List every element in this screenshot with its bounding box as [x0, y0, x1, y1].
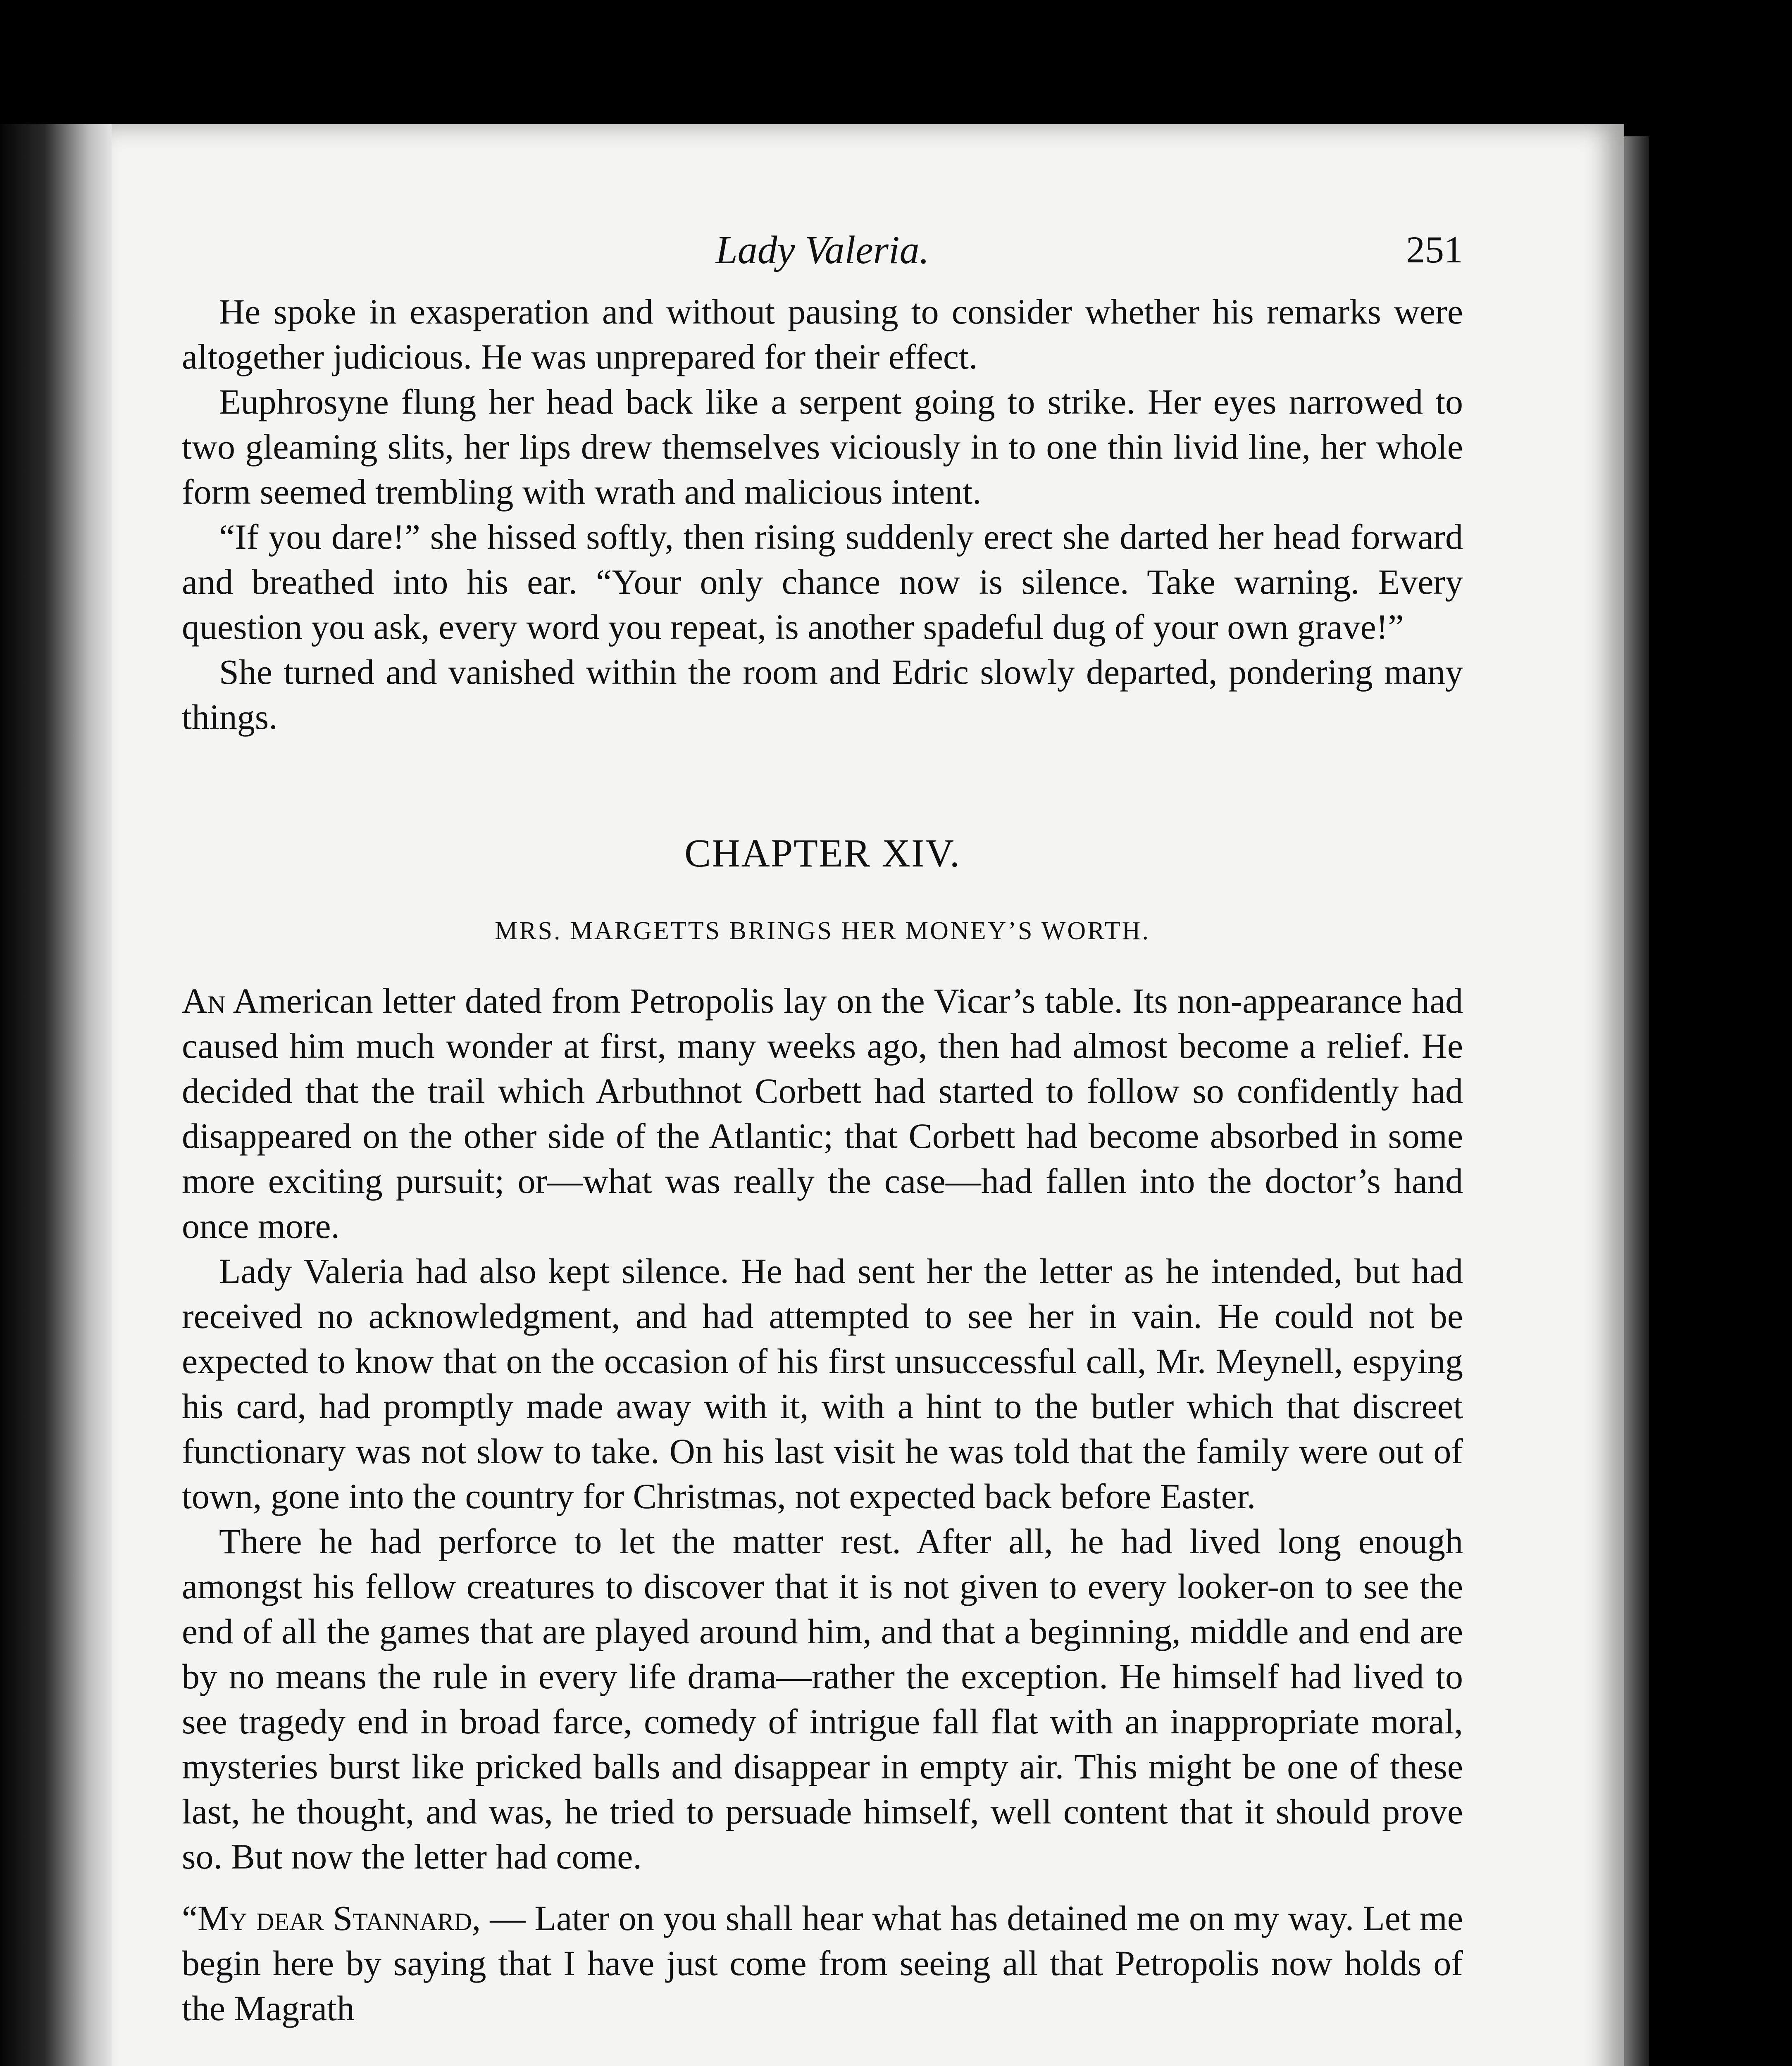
paragraph-rest: American letter dated from Petropolis lay on the Vicar’s table. Its non-appearance had caused him much wonder at first, many weeks ago, then had almost become a relief. He decided that the trail which Arbuthnot Corbett had started to follow so confidently had disappeared on the other side of the Atlantic; that Corbett had become absorbed in some more exciting pursuit; or—what was really the case—had fallen into the doctor’s hand once more. [182, 981, 1463, 1246]
page-text [182, 227, 1463, 2031]
paragraph: There he had perforce to let the matter rest. After all, he had lived long enough amongst his fellow creatures to discover that it is not given to every looker-on to see the end of all the games that are played around him, and that a beginning, middle and end are by no means the rule in every life drama—rather the exception. He himself had lived to see tragedy end in broad farce, comedy of intrigue fall flat with an inappropriate moral, mysteries burst like pricked balls and disappear in empty air. This might be one of these last, he thought, and was, he tried to persuade himself, well content that it should prove so. But now the letter had come. [182, 1521, 1463, 1876]
page-number: 251 [1406, 228, 1463, 271]
letter-paragraph [182, 1896, 1463, 2031]
letter-body: — Later on you shall hear what has detained me on my way. Let me begin here by saying that I have just come from seeing all that Petropolis now holds of the Magrath [182, 1898, 1463, 2028]
first-word: An [182, 981, 226, 1021]
paragraph: She turned and vanished within the room and Edric slowly departed, pondering many things. [182, 652, 1463, 737]
letter-salutation: “My dear Stannard, [182, 1898, 481, 1938]
right-page-edge [1624, 136, 1649, 2066]
paragraph: Euphrosyne flung her head back like a serpent going to strike. Her eyes narrowed to two gleaming slits, her lips drew themselves viciously in to one thin livid line, her whole form seemed trembling with wrath and malicious intent. [182, 382, 1463, 512]
paragraph [182, 978, 1463, 1249]
left-page-edge [0, 124, 112, 2066]
running-title: Lady Valeria. [715, 228, 929, 272]
paragraph: He spoke in exasperation and without pausing to consider whether his remarks were altogether judicious. He was unprepared for their effect. [182, 292, 1463, 376]
chapter-title: CHAPTER XIV. [684, 831, 960, 875]
book-page [112, 124, 1624, 2066]
paragraph: “If you dare!” she hissed softly, then rising suddenly erect she darted her head forward and breathed into his ear. “Your only chance now is silence. Take warning. Every question you ask, every word you repeat, is another spadeful dug of your own grave!” [182, 517, 1463, 647]
chapter-subtitle: MRS. MARGETTS BRINGS HER MONEY’S WORTH. [495, 917, 1150, 945]
paragraph: Lady Valeria had also kept silence. He had sent her the letter as he intended, but had received no acknowledgment, and had attempted to see her in vain. He could not be expected to know that on the occasion of his first unsuccessful call, Mr. Meynell, espying his card, had promptly made away with it, with a hint to the butler which that discreet functionary was not slow to take. On his last visit he was told that the family were out of town, gone into the country for Christmas, not expected back before Easter. [182, 1251, 1463, 1516]
page-header [182, 227, 1463, 289]
